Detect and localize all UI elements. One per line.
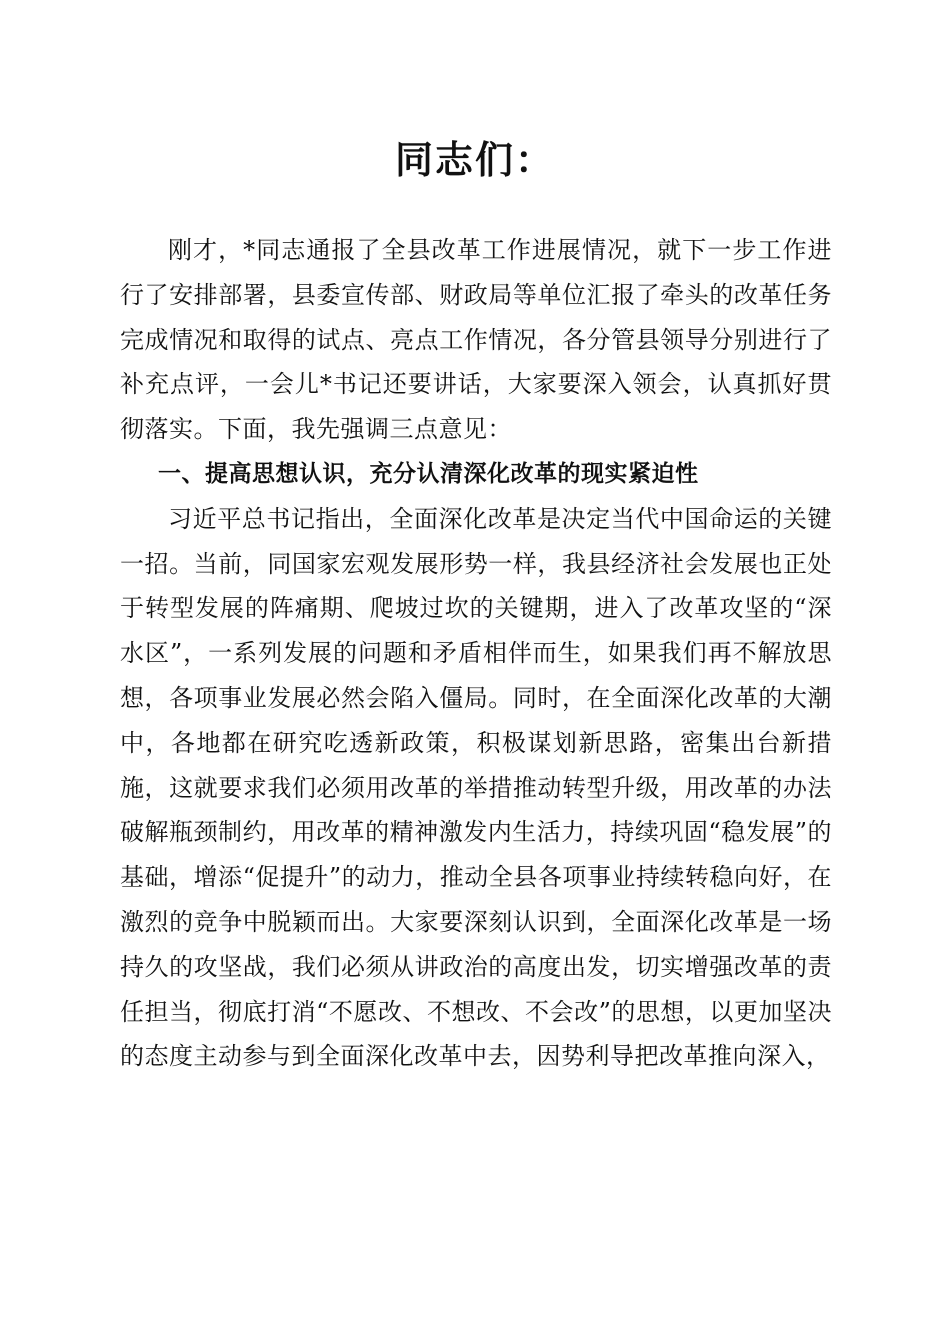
document-title: 同志们：	[394, 138, 555, 182]
section-heading-1: 一、提高思想认识，充分认清深化改革的现实紧迫性	[158, 460, 699, 487]
opening-paragraph: 刚才，*同志通报了全县改革工作进展情况，就下一步工作进行了安排部署，县委宣传部、财政局等单位汇报了牵头的改革任务完成情况和取得的试点、亮点工作情况，各分管县领导分别进行了补充点评，一会儿*书记还要讲话，大家要深入领会，认真抓好贯彻落实。下面，我先强调三点意见：	[120, 236, 832, 444]
document-body	[120, 228, 832, 1079]
section-1-paragraph: 习近平总书记指出，全面深化改革是决定当代中国命运的关键一招。当前，同国家宏观发展形势一样，我县经济社会发展也正处于转型发展的阵痛期、爬坡过坎的关键期，进入了改革攻坚的“深水区”，一系列发展的问题和矛盾相伴而生，如果我们再不解放思想，各项事业发展必然会陷入僵局。同时，在全面深化改革的大潮中，各地都在研究吃透新政策，积极谋划新思路，密集出台新措施，这就要求我们必须用改革的举措推动转型升级，用改革的办法破解瓶颈制约，用改革的精神激发内生活力，持续巩固“稳发展”的基础，增添“促提升”的动力，推动全县各项事业持续转稳向好，在激烈的竞争中脱颖而出。大家要深刻认识到，全面深化改革是一场持久的攻坚战，我们必须从讲政治的高度出发，切实增强改革的责任担当，彻底打消“不愿改、不想改、不会改”的思想，以更加坚决的态度主动参与到全面深化改革中去，因势利导把改革推向深入，	[120, 504, 832, 1071]
